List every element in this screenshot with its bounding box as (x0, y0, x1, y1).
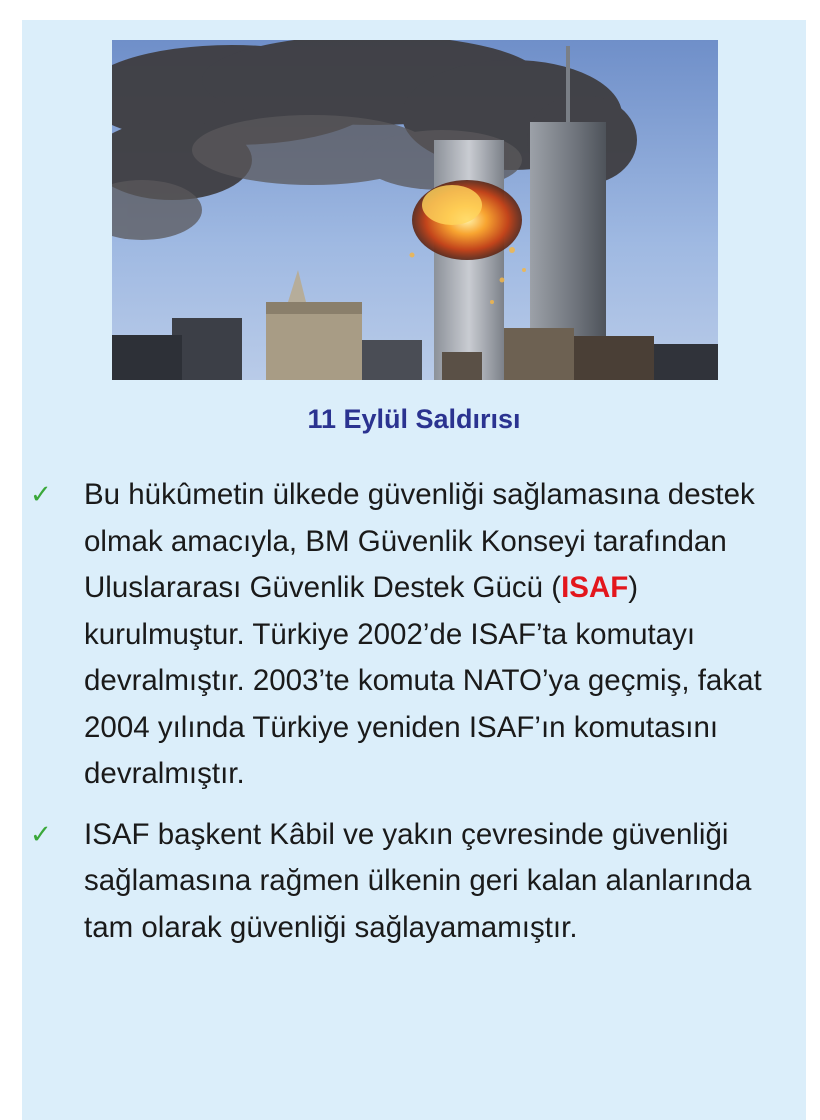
figure-caption: 11 Eylül Saldırısı (307, 404, 521, 434)
info-panel (22, 20, 806, 1120)
isaf-highlight: ISAF (561, 571, 629, 604)
check-icon: ✓ (30, 480, 52, 510)
list-item (22, 812, 806, 952)
bullet-text-after: ) kurulmuştur. Türkiye 2002’de ISAF’ta komutayı devralmıştır. 2003’te komuta NATO’ya geçmiş, fakat 2004 yılında Türkiye yeniden ISAF’ın komutasını devralmıştır. (84, 571, 762, 790)
check-icon: ✓ (30, 819, 52, 850)
bullet-text: ISAF başkent Kâbil ve yakın çevresinde güvenliği sağlamasına rağmen ülkenin geri kalan alanlarında tam olarak güvenliği sağlayamamıştır. (84, 817, 752, 944)
bullet-list (22, 472, 806, 965)
bullet-text-before: Bu hükûmetin ülkede güvenliği sağlamasına destek olmak amacıyla, BM Güvenlik Konseyi tarafından Uluslararası Güvenlik Destek Gücü ( (84, 478, 755, 604)
list-item (22, 472, 806, 798)
twin-towers-attack-photo (112, 40, 718, 380)
